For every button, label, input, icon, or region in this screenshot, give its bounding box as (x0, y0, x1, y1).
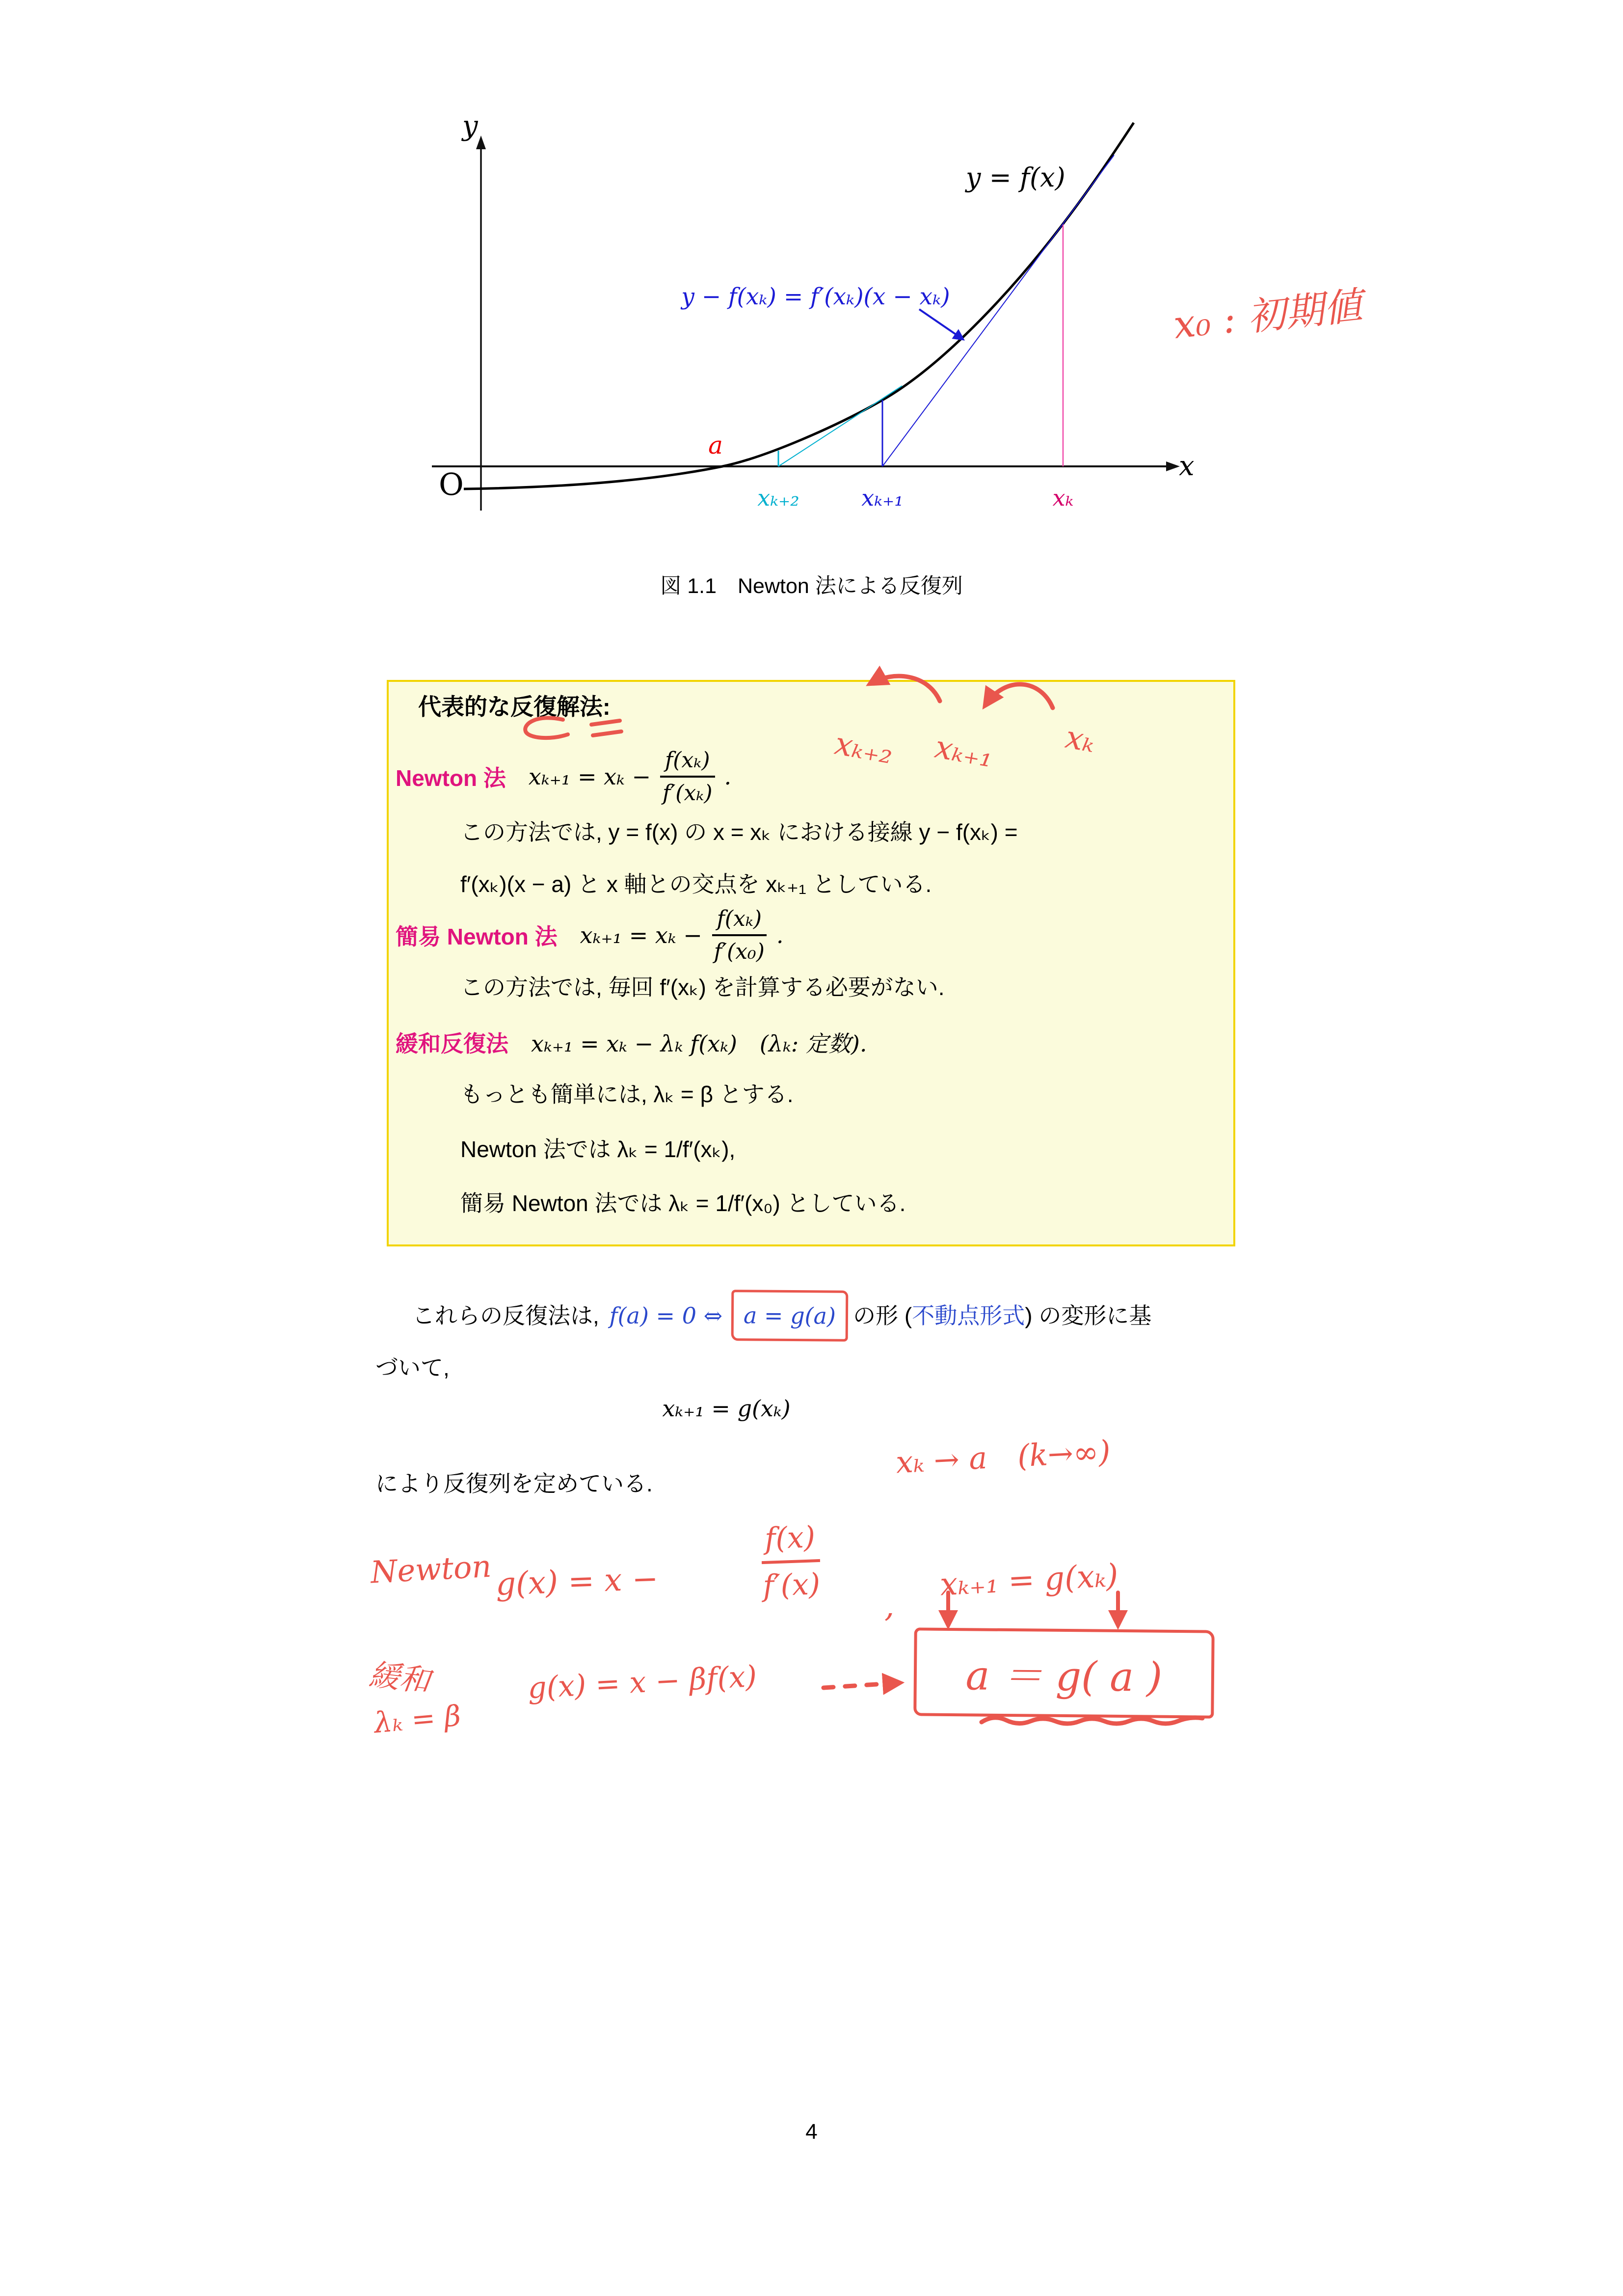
fixed-point-paragraph-line2: づいて, (375, 1355, 450, 1380)
newton-desc-2: f′(xₖ)(x − a) と x 軸との交点を xₖ₊₁ としている. (460, 871, 932, 897)
tangent-equation-label: y − f(xₖ) = f′(xₖ)(x − xₖ) (681, 283, 950, 310)
handwritten-arrows-overlay (815, 1586, 1222, 1733)
origin-label: O (439, 466, 464, 502)
sequence-arrow-k-to-k1 (985, 684, 1053, 708)
relaxation-desc-3: 簡易 Newton 法では λₖ = 1/f′(x₀) としている. (460, 1190, 906, 1216)
handwritten-newton-word: Newton (370, 1548, 492, 1591)
newton-iteration-figure (417, 113, 1202, 555)
root-label: a (708, 431, 723, 459)
simple-newton-formula-pre: xₖ₊₁ = xₖ − (580, 922, 702, 948)
simple-newton-fraction-num: f(xₖ) (712, 906, 767, 936)
paragraph-mid: の形 ( (853, 1303, 912, 1328)
paragraph-lead: これらの反復法は, (412, 1303, 606, 1328)
simple-newton-method-label: 簡易 Newton 法 (396, 924, 558, 949)
newton-method-label: Newton 法 (396, 765, 506, 791)
box-heading: 代表的な反復解法: (418, 694, 611, 720)
y-axis-label: y (462, 113, 478, 142)
newton-formula-post: . (724, 763, 732, 790)
simple-newton-formula (580, 906, 784, 964)
x-axis-arrowhead (1166, 461, 1180, 471)
fixed-point-paragraph-line3: により反復列を定めている. (375, 1471, 653, 1496)
dashed-arrow-to-box (824, 1683, 899, 1688)
page-number: 4 (805, 2120, 818, 2144)
handwritten-relaxation-word: 緩和 (367, 1656, 432, 1700)
handwritten-newton-iteration: xₖ₊₁ = g(xₖ) (939, 1557, 1119, 1603)
wavy-underline (982, 1718, 1202, 1724)
handwritten-xk2: xₖ₊₂ (832, 725, 896, 772)
handwritten-relaxation-g: g(x) = x − βf(x) (527, 1659, 758, 1706)
handwritten-relaxation-lambda: λₖ = β (372, 1699, 462, 1740)
handwritten-newton-fraction-num: f(x) (760, 1520, 820, 1564)
relaxation-desc-2: Newton 法では λₖ = 1/f′(xₖ), (460, 1136, 736, 1162)
handwritten-comma: , (884, 1588, 895, 1624)
paragraph-blue-term: 不動点形式 (912, 1303, 1025, 1328)
handwritten-limit-note: xₖ → a (k→∞) (895, 1433, 1112, 1481)
simple-newton-desc: この方法では, 毎回 f′(xₖ) を計算する必要がない. (460, 974, 945, 1000)
handwritten-sequence-annotation (805, 653, 1148, 776)
handwritten-newton-fraction-den: f′(x) (762, 1567, 821, 1603)
relaxation-desc-1: もっとも簡単には, λₖ = β とする. (460, 1081, 794, 1107)
relaxation-method-row (396, 1026, 867, 1058)
newton-formula (529, 748, 731, 806)
tangent-equation-arrow (919, 309, 963, 339)
newton-formula-pre: xₖ₊₁ = xₖ − (528, 763, 651, 790)
relaxation-method-label: 緩和反復法 (396, 1031, 508, 1056)
handwritten-xk1: xₖ₊₁ (932, 729, 996, 775)
fixed-point-form-redbox: a = g(a) (731, 1290, 849, 1342)
handwritten-fixed-point-equation: a ＝ g( a ) (965, 1652, 1163, 1701)
sequence-arrow-k1-to-k2 (871, 676, 940, 701)
x-axis-label: x (1179, 450, 1195, 482)
newton-fraction-den: f′(xₖ) (663, 781, 713, 806)
newton-desc-1: この方法では, y = f(x) の x = xₖ における接線 y − f(xₖ) = (460, 819, 1018, 845)
simple-newton-fraction-den: f′(x₀) (714, 939, 765, 964)
newton-method-row (396, 742, 731, 811)
newton-fraction (658, 748, 717, 806)
simple-newton-method-row (396, 901, 783, 970)
curve-label: y = f(x) (966, 162, 1065, 193)
handwritten-initial-value-note: x₀ : 初期値 (1171, 284, 1364, 348)
relaxation-formula: xₖ₊₁ = xₖ − λₖ f(xₖ) (λₖ: 定数). (531, 1030, 867, 1057)
xk2-label: xₖ₊₂ (757, 485, 799, 511)
paragraph-blue-equation: f(a) = 0 ⇔ (609, 1302, 723, 1329)
fixed-point-paragraph-line1 (412, 1290, 1151, 1341)
xk-label: xₖ (1052, 485, 1074, 511)
handwritten-newton-g: g(x) = x − (495, 1561, 659, 1603)
newton-fraction-num: f(xₖ) (660, 748, 715, 778)
xk1-label: xₖ₊₁ (861, 485, 904, 511)
handwritten-xk: xₖ (1063, 719, 1098, 760)
display-equation: xₖ₊₁ = g(xₖ) (662, 1395, 791, 1422)
tangent-line-at-xk (882, 155, 1114, 466)
tangent-line-at-xk1 (778, 386, 902, 466)
handwritten-emphasis-marks (518, 713, 631, 744)
figure-caption: 図 1.1 Newton 法による反復列 (660, 574, 963, 598)
simple-newton-formula-post: . (776, 922, 784, 948)
paragraph-tail: ) の変形に基 (1025, 1303, 1152, 1328)
simple-newton-fraction (709, 906, 770, 964)
